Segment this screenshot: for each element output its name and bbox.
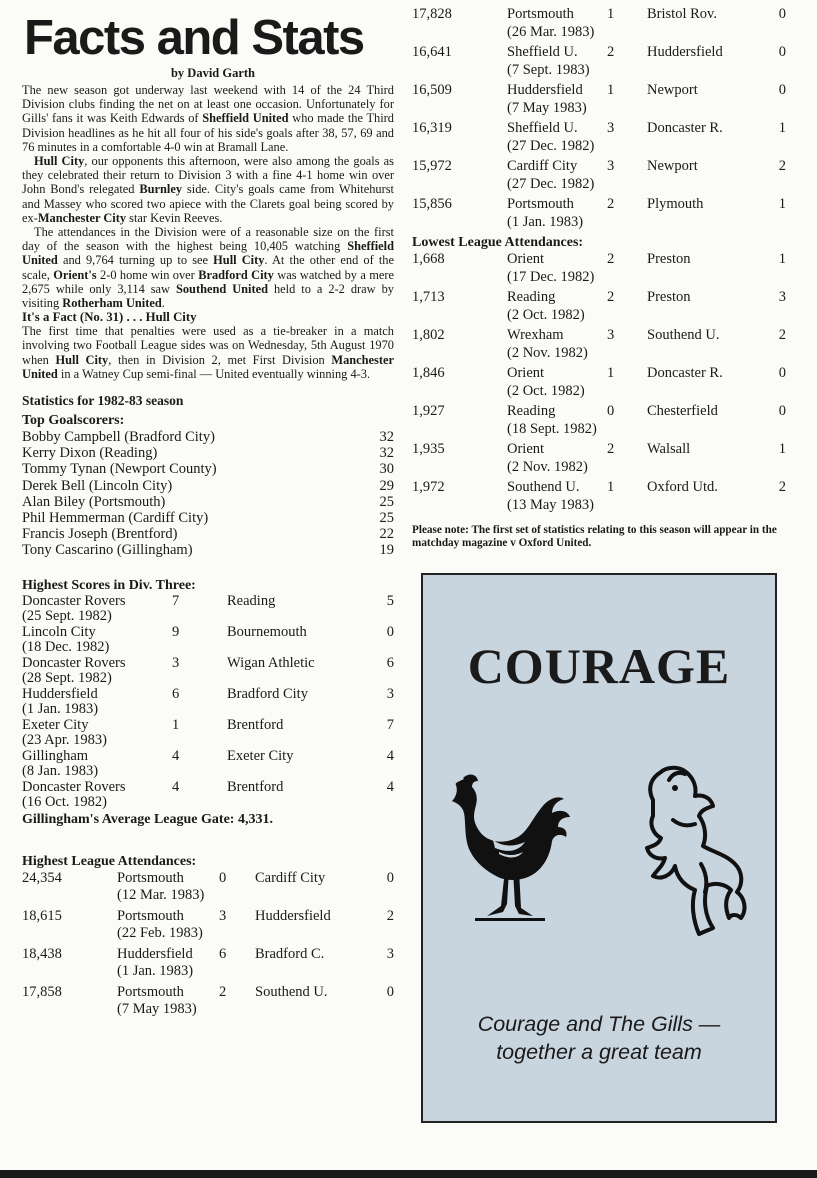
match-date: (17 Dec. 1982) — [507, 268, 595, 285]
scorer-row — [22, 445, 394, 461]
home-team: Doncaster Rovers — [22, 654, 126, 671]
result-row — [22, 780, 394, 811]
lowest-attendances-list — [412, 251, 786, 514]
attendance-figure: 1,846 — [412, 365, 445, 381]
home-score: 1 — [172, 716, 180, 733]
away-team: Doncaster R. — [647, 365, 723, 381]
attendance-row — [412, 120, 786, 155]
attendance-spacer — [22, 963, 117, 981]
scorer-row — [22, 526, 394, 542]
scorer-name: Tony Cascarino (Gillingham) — [22, 542, 193, 559]
result-row — [22, 594, 394, 625]
home-score: 3 — [172, 654, 180, 671]
attendance-row — [412, 158, 786, 193]
home-team: Reading — [507, 289, 556, 305]
home-score: 1 — [607, 365, 615, 381]
match-date: (27 Dec. 1982) — [507, 175, 595, 192]
match-date: (7 May 1983) — [117, 1001, 197, 1018]
article-paragraph: The attendances in the Division were of a reasonable size on the first day of the season with the highest being 10,405 watching Sheffield United and 9,764 turning up to see Hull City. At the other end of the scale, Orient's 2-0 home win over Bradford City was watched by a mere 2,675 while only 3,114 saw Southend United held to a 2-2 draw by visiting Rotherham United. — [22, 225, 394, 311]
home-score: 6 — [219, 945, 227, 962]
courage-advert — [421, 573, 777, 1123]
attendance-spacer — [412, 62, 507, 80]
home-team: Doncaster Rovers — [22, 592, 126, 609]
away-team: Chesterfield — [647, 403, 718, 419]
away-score: 7 — [386, 716, 394, 733]
away-team: Preston — [647, 251, 691, 267]
attendance-row — [22, 984, 394, 1019]
attendance-figure: 16,509 — [412, 82, 452, 98]
away-team: Huddersfield — [647, 44, 723, 60]
attendance-spacer — [412, 459, 507, 477]
home-score: 2 — [607, 251, 615, 267]
scorer-row — [22, 461, 394, 477]
match-date: (1 Jan. 1983) — [507, 213, 584, 230]
away-score: 3 — [778, 289, 786, 305]
away-score: 3 — [386, 685, 394, 702]
attendance-figure: 1,713 — [412, 289, 445, 305]
home-score: 4 — [172, 778, 180, 795]
attendance-row — [412, 6, 786, 41]
away-team: Reading — [227, 592, 276, 609]
scorer-name: Francis Joseph (Brentford) — [22, 526, 178, 543]
away-score: 0 — [778, 365, 786, 381]
home-team: Huddersfield — [22, 685, 98, 702]
home-score: 2 — [607, 289, 615, 305]
highest-attendances-list — [22, 870, 394, 1019]
attendance-figure: 1,668 — [412, 251, 445, 267]
away-score: 2 — [778, 158, 786, 174]
home-score: 2 — [607, 196, 615, 212]
attendance-row — [412, 196, 786, 231]
away-team: Bradford C. — [255, 945, 325, 962]
away-score: 0 — [386, 869, 394, 886]
away-score: 0 — [386, 623, 394, 640]
slogan-line: Courage and The Gills — — [477, 1012, 721, 1036]
scorer-name: Kerry Dixon (Reading) — [22, 445, 158, 462]
byline: by David Garth — [170, 66, 256, 80]
article-paragraph: The new season got underway last weekend with 14 of the 24 Third Division clubs finding the net on at least one occasion. Unfortunately for Gills' fans it was Keith Edwards of Sheffield United who made the Third Division headlines as he hit all four of his side's goals after 38, 57, 69 and 76 minutes in a comfortable 4-0 win at Bramall Lane. — [22, 83, 394, 154]
home-score: 4 — [172, 747, 180, 764]
away-team: Brentford — [227, 778, 284, 795]
scorer-goals: 30 — [379, 461, 394, 478]
attendance-figure: 16,319 — [412, 120, 452, 136]
scorer-row — [22, 542, 394, 558]
cockerel-icon — [441, 770, 571, 930]
statistics-note: Please note: The first set of statistics relating to this season will appear in the matchday magazine v Oxford United. — [412, 524, 777, 549]
highest-scores-list — [22, 594, 394, 811]
result-row — [22, 625, 394, 656]
match-date: (23 Apr. 1983) — [22, 732, 107, 749]
match-date: (2 Oct. 1982) — [507, 306, 585, 323]
scorer-goals: 19 — [379, 542, 394, 559]
home-score: 3 — [607, 120, 615, 136]
home-team: Exeter City — [22, 716, 89, 733]
away-score: 1 — [778, 251, 786, 267]
match-date: (2 Nov. 1982) — [507, 458, 588, 475]
slogan-line: together a great team — [496, 1040, 702, 1064]
home-score: 2 — [607, 441, 615, 457]
attendance-spacer — [412, 24, 507, 42]
away-score: 4 — [386, 747, 394, 764]
attendance-figure: 15,972 — [412, 158, 452, 174]
scorer-name: Alan Biley (Portsmouth) — [22, 493, 166, 510]
home-team: Wrexham — [507, 327, 564, 343]
highest-attendances-continued — [412, 6, 786, 231]
away-score: 4 — [386, 778, 394, 795]
away-team: Newport — [647, 158, 698, 174]
page-bottom-edge — [0, 1170, 817, 1178]
top-scorers-list — [22, 429, 394, 559]
home-team: Doncaster Rovers — [22, 778, 126, 795]
attendance-spacer — [22, 1001, 117, 1019]
away-team: Exeter City — [227, 747, 294, 764]
attendance-spacer — [412, 214, 507, 232]
home-team: Portsmouth — [117, 907, 184, 924]
away-score: 3 — [386, 945, 394, 962]
scorer-row — [22, 478, 394, 494]
attendance-figure: 16,641 — [412, 44, 452, 60]
home-team: Gillingham — [22, 747, 89, 764]
attendance-figure: 15,856 — [412, 196, 452, 212]
home-team: Reading — [507, 403, 556, 419]
home-score: 2 — [607, 44, 615, 60]
attendance-spacer — [412, 307, 507, 325]
away-team: Bristol Rov. — [647, 6, 717, 22]
away-team: Bradford City — [227, 685, 308, 702]
match-date: (2 Nov. 1982) — [507, 344, 588, 361]
home-team: Sheffield U. — [507, 44, 578, 60]
scorer-goals: 25 — [379, 510, 394, 527]
attendance-row — [22, 946, 394, 981]
home-team: Portsmouth — [117, 983, 184, 1000]
attendance-figure: 1,802 — [412, 327, 445, 343]
attendance-row — [412, 327, 786, 362]
scorer-name: Derek Bell (Lincoln City) — [22, 477, 173, 494]
away-team: Southend U. — [647, 327, 720, 343]
article-paragraph: Hull City, our opponents this afternoon, were also among the goals as they celebrated their return to Division 3 with a fine 4-1 home win over John Bond's relegated Burnley side. City's goals came from Whitehurst and Massey who scored two apiece with the Clarets goal being scored by ex-Manchester City star Kevin Reeves. — [22, 154, 394, 225]
away-score: 0 — [778, 6, 786, 22]
attendance-figure: 18,438 — [22, 945, 62, 962]
match-date: (8 Jan. 1983) — [22, 763, 99, 780]
attendance-figure: 17,828 — [412, 6, 452, 22]
attendance-spacer — [22, 887, 117, 905]
home-team: Portsmouth — [507, 196, 574, 212]
attendance-spacer — [412, 100, 507, 118]
away-score: 6 — [386, 654, 394, 671]
away-team: Brentford — [227, 716, 284, 733]
away-team: Doncaster R. — [647, 120, 723, 136]
lowest-attendances-heading: Lowest League Attendances: — [412, 235, 584, 250]
home-score: 9 — [172, 623, 180, 640]
away-team: Huddersfield — [255, 907, 331, 924]
highest-scores-heading: Highest Scores in Div. Three: — [22, 577, 196, 593]
scorer-row — [22, 429, 394, 445]
scorer-goals: 29 — [379, 477, 394, 494]
attendance-spacer — [22, 925, 117, 943]
away-score: 1 — [778, 120, 786, 136]
match-date: (7 Sept. 1983) — [507, 61, 590, 78]
match-date: (18 Sept. 1982) — [507, 420, 597, 437]
home-score: 1 — [607, 479, 615, 495]
attendance-row — [412, 251, 786, 286]
attendance-figure: 18,615 — [22, 907, 62, 924]
away-team: Newport — [647, 82, 698, 98]
right-column — [412, 6, 786, 550]
match-date: (13 May 1983) — [507, 496, 594, 513]
away-score: 0 — [778, 82, 786, 98]
away-score: 1 — [778, 196, 786, 212]
away-team: Wigan Athletic — [227, 654, 315, 671]
attendance-spacer — [412, 269, 507, 287]
home-team: Orient — [507, 441, 545, 457]
attendance-row — [412, 289, 786, 324]
away-team: Oxford Utd. — [647, 479, 718, 495]
match-date: (28 Sept. 1982) — [22, 670, 112, 687]
advert-brand: COURAGE — [467, 638, 731, 694]
result-row — [22, 718, 394, 749]
match-date: (2 Oct. 1982) — [507, 382, 585, 399]
match-date: (18 Dec. 1982) — [22, 639, 110, 656]
scorer-row — [22, 510, 394, 526]
home-team: Southend U. — [507, 479, 580, 495]
attendance-figure: 1,927 — [412, 403, 445, 419]
home-team: Huddersfield — [117, 945, 193, 962]
home-team: Portsmouth — [507, 6, 574, 22]
home-team: Lincoln City — [22, 623, 96, 640]
scorer-goals: 32 — [379, 429, 394, 446]
attendance-row — [412, 479, 786, 514]
result-row — [22, 656, 394, 687]
attendance-figure: 17,858 — [22, 983, 62, 1000]
highest-attendances-heading: Highest League Attendances: — [22, 853, 197, 869]
match-date: (22 Feb. 1983) — [117, 925, 203, 942]
away-score: 5 — [386, 592, 394, 609]
away-score: 2 — [778, 479, 786, 495]
attendance-row — [412, 403, 786, 438]
home-team: Sheffield U. — [507, 120, 578, 136]
away-score: 0 — [778, 403, 786, 419]
away-score: 2 — [778, 327, 786, 343]
top-scorers-heading: Top Goalscorers: — [22, 413, 125, 429]
home-team: Orient — [507, 251, 545, 267]
away-team: Plymouth — [647, 196, 704, 212]
scorer-name: Tommy Tynan (Newport County) — [22, 461, 217, 478]
attendance-spacer — [412, 176, 507, 194]
home-score: 2 — [219, 983, 227, 1000]
away-team: Walsall — [647, 441, 691, 457]
match-date: (7 May 1983) — [507, 99, 587, 116]
scorer-name: Bobby Campbell (Bradford City) — [22, 429, 215, 446]
home-score: 1 — [607, 6, 615, 22]
match-date: (1 Jan. 1983) — [22, 701, 99, 718]
home-team: Huddersfield — [507, 82, 583, 98]
away-score: 1 — [778, 441, 786, 457]
attendance-figure: 1,935 — [412, 441, 445, 457]
attendance-row — [22, 908, 394, 943]
match-date: (25 Sept. 1982) — [22, 608, 112, 625]
attendance-spacer — [412, 345, 507, 363]
attendance-spacer — [412, 383, 507, 401]
away-score: 0 — [386, 983, 394, 1000]
away-team: Cardiff City — [255, 869, 326, 886]
attendance-spacer — [412, 497, 507, 515]
attendance-spacer — [412, 138, 507, 156]
attendance-row — [412, 365, 786, 400]
page-title: Facts and Stats — [24, 11, 364, 65]
scorer-goals: 32 — [379, 445, 394, 462]
scorer-goals: 22 — [379, 526, 394, 543]
attendance-spacer — [412, 421, 507, 439]
home-score: 3 — [607, 327, 615, 343]
match-date: (12 Mar. 1983) — [117, 887, 205, 904]
attendance-row — [412, 44, 786, 79]
away-team: Bournemouth — [227, 623, 307, 640]
away-team: Southend U. — [255, 983, 328, 1000]
home-score: 3 — [607, 158, 615, 174]
home-score: 7 — [172, 592, 180, 609]
attendance-row — [22, 870, 394, 905]
article-paragraph: The first time that penalties were used as a tie-breaker in a match involving two Football League sides was on Wednesday, 5th August 1970 when Hull City, then in Division 2, met First Division Manchester United in a Watney Cup semi-final — United eventually winning 4-3. — [22, 324, 394, 381]
match-date: (26 Mar. 1983) — [507, 23, 595, 40]
away-score: 0 — [778, 44, 786, 60]
away-score: 2 — [386, 907, 394, 924]
home-score: 6 — [172, 685, 180, 702]
match-date: (1 Jan. 1983) — [117, 963, 194, 980]
away-team: Preston — [647, 289, 691, 305]
scorer-row — [22, 494, 394, 510]
advert-slogan — [423, 1010, 775, 1066]
home-score: 1 — [607, 82, 615, 98]
attendance-row — [412, 82, 786, 117]
home-score: 0 — [219, 869, 227, 886]
home-score: 3 — [219, 907, 227, 924]
attendance-figure: 24,354 — [22, 869, 62, 886]
match-date: (27 Dec. 1982) — [507, 137, 595, 154]
home-score: 0 — [607, 403, 615, 419]
scorer-goals: 25 — [379, 493, 394, 510]
rearing-horse-icon — [613, 760, 763, 940]
home-team: Cardiff City — [507, 158, 578, 174]
home-team: Portsmouth — [117, 869, 184, 886]
result-row — [22, 749, 394, 780]
fact-heading: It's a Fact (No. 31) . . . Hull City — [22, 310, 197, 325]
left-column — [22, 10, 394, 1022]
attendance-row — [412, 441, 786, 476]
home-team: Orient — [507, 365, 545, 381]
stats-title: Statistics for 1982-83 season — [22, 393, 184, 409]
attendance-figure: 1,972 — [412, 479, 445, 495]
result-row — [22, 687, 394, 718]
scorer-name: Phil Hemmerman (Cardiff City) — [22, 510, 209, 527]
average-gate: Gillingham's Average League Gate: 4,331. — [22, 811, 273, 827]
match-date: (16 Oct. 1982) — [22, 794, 107, 811]
